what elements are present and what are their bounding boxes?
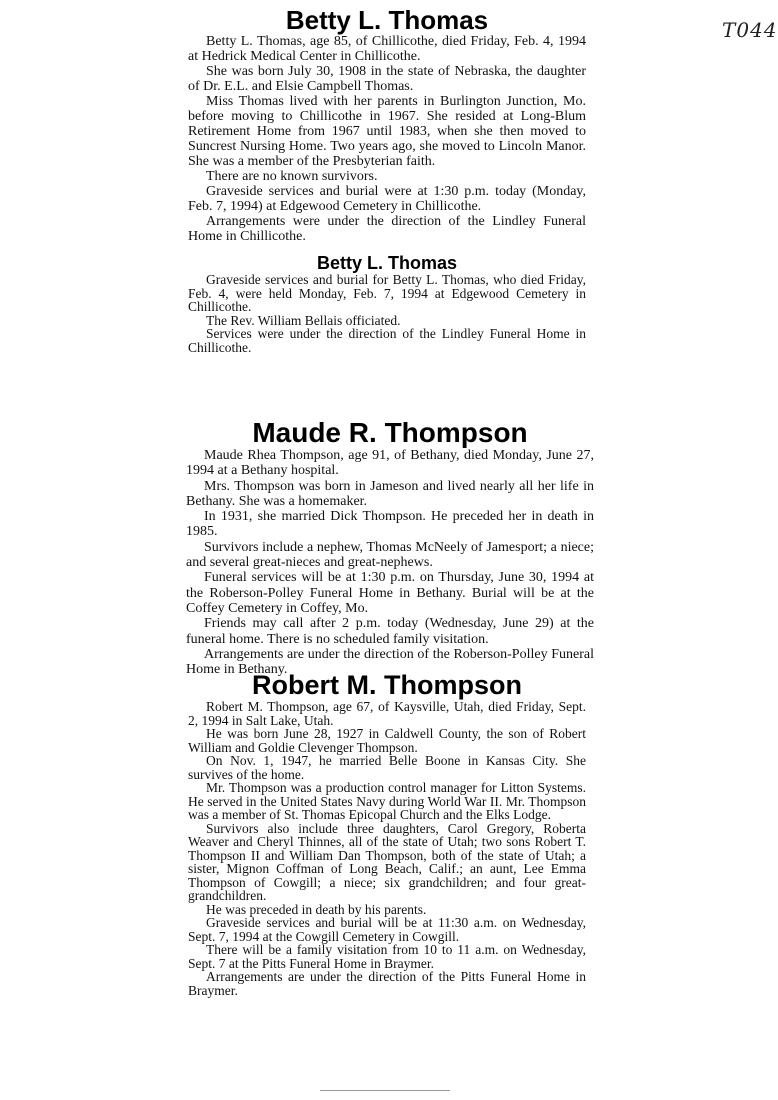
paragraph: He was born June 28, 1927 in Caldwell County, the son of Robert William and Goldie Clevenger Thompson.	[188, 726, 586, 755]
paragraph: Miss Thomas lived with her parents in Burlington Junction, Mo. before moving to Chillicothe in 1967. She resided at Long-Blum Retirement Home from 1967 until 1983, when she then moved to Suncrest Nursing Home. Two years ago, she moved to Lincoln Manor. She was a member of the Presbyterian faith.	[188, 94, 586, 169]
obituary-title: Robert M. Thompson	[252, 670, 522, 700]
paragraph: On Nov. 1, 1947, he married Belle Boone in Kansas City. She survives of the home.	[188, 753, 586, 782]
paragraph: Arrangements were under the direction of the Lindley Funeral Home in Chillicothe.	[188, 214, 586, 244]
paragraph: There will be a family visitation from 10 to 11 a.m. on Wednesday, Sept. 7 at the Pitts Funeral Home in Braymer.	[188, 942, 586, 971]
obituary-maude-thompson	[186, 418, 594, 677]
paragraph: In 1931, she married Dick Thompson. He preceded her in death in 1985.	[186, 509, 594, 540]
paragraph: Survivors also include three daughters, Carol Gregory, Roberta Weaver and Cheryl Thinnes, all of the state of Utah; two sons Robert T. Thompson II and William Dan Thompson, both of the state of Utah; a sister, Mignon Coffman of Long Beach, Calif.; an aunt, Lee Emma Thompson of Cowgill; a niece; six grandchildren; and four great-grandchildren.	[188, 820, 586, 903]
paragraph: She was born July 30, 1908 in the state of Nebraska, the daughter of Dr. E.L. and Elsie Campbell Thomas.	[188, 64, 586, 94]
paragraph: Maude Rhea Thompson, age 91, of Bethany, died Monday, June 27, 1994 at a Bethany hospital.	[186, 448, 594, 479]
paragraph: He was preceded in death by his parents.	[206, 901, 427, 917]
paragraph: Graveside services and burial for Betty L. Thomas, who died Friday, Feb. 4, were held Monday, Feb. 7, 1994 at Edgewood Cemetery in Chillicothe.	[188, 272, 586, 314]
paragraph: Mr. Thompson was a production control manager for Litton Systems. He served in the United States Navy during World War II. Mr. Thompson was a member of St. Thomas Epicopal Church and the Elks Lodge.	[188, 780, 586, 822]
paragraph: Mrs. Thompson was born in Jameson and lived nearly all her life in Bethany. She was a homemaker.	[186, 478, 594, 509]
paragraph: Friends may call after 2 p.m. today (Wednesday, June 29) at the funeral home. There is no scheduled family visitation.	[186, 616, 594, 647]
paragraph: Survivors include a nephew, Thomas McNeely of Jamesport; a niece; and several great-nieces and great-nephews.	[186, 539, 594, 571]
paragraph: Graveside services and burial were at 1:30 p.m. today (Monday, Feb. 7, 1994) at Edgewood Cemetery in Chillicothe.	[188, 184, 586, 214]
paragraph: Arrangements are under the direction of the Pitts Funeral Home in Braymer.	[188, 969, 586, 998]
paragraph: Arrangements are under the direction of the Roberson-Polley Funeral Home in Bethany.	[186, 646, 594, 678]
obituary-title: Maude R. Thompson	[252, 417, 528, 448]
paragraph: There are no known survivors.	[206, 169, 378, 184]
obituary-robert-thompson	[188, 670, 586, 997]
obituary-betty-thomas-services	[188, 253, 586, 354]
obituary-title: Betty L. Thomas	[316, 253, 458, 273]
paragraph: The Rev. William Bellais officiated.	[206, 312, 401, 328]
paragraph: Betty L. Thomas, age 85, of Chillicothe, died Friday, Feb. 4, 1994 at Hedrick Medical Center in Chillicothe.	[188, 34, 586, 64]
paragraph: Funeral services will be at 1:30 p.m. on Thursday, June 30, 1994 at the Roberson-Polley Funeral Home in Bethany. Burial will be at the Coffey Cemetery in Coffey, Mo.	[186, 570, 594, 616]
obituary-betty-thomas	[188, 6, 586, 244]
handwritten-annotation: T044	[722, 18, 778, 42]
paragraph: Graveside services and burial will be at 11:30 a.m. on Wednesday, Sept. 7, 1994 at the Cowgill Cemetery in Cowgill.	[188, 915, 586, 944]
paragraph: Services were under the direction of the Lindley Funeral Home in Chillicothe.	[188, 326, 586, 355]
paragraph: Robert M. Thompson, age 67, of Kaysville, Utah, died Friday, Sept. 2, 1994 in Salt Lake, Utah.	[188, 699, 586, 728]
obituary-title: Betty L. Thomas	[285, 5, 489, 35]
scan-artifact-line	[320, 1090, 450, 1091]
